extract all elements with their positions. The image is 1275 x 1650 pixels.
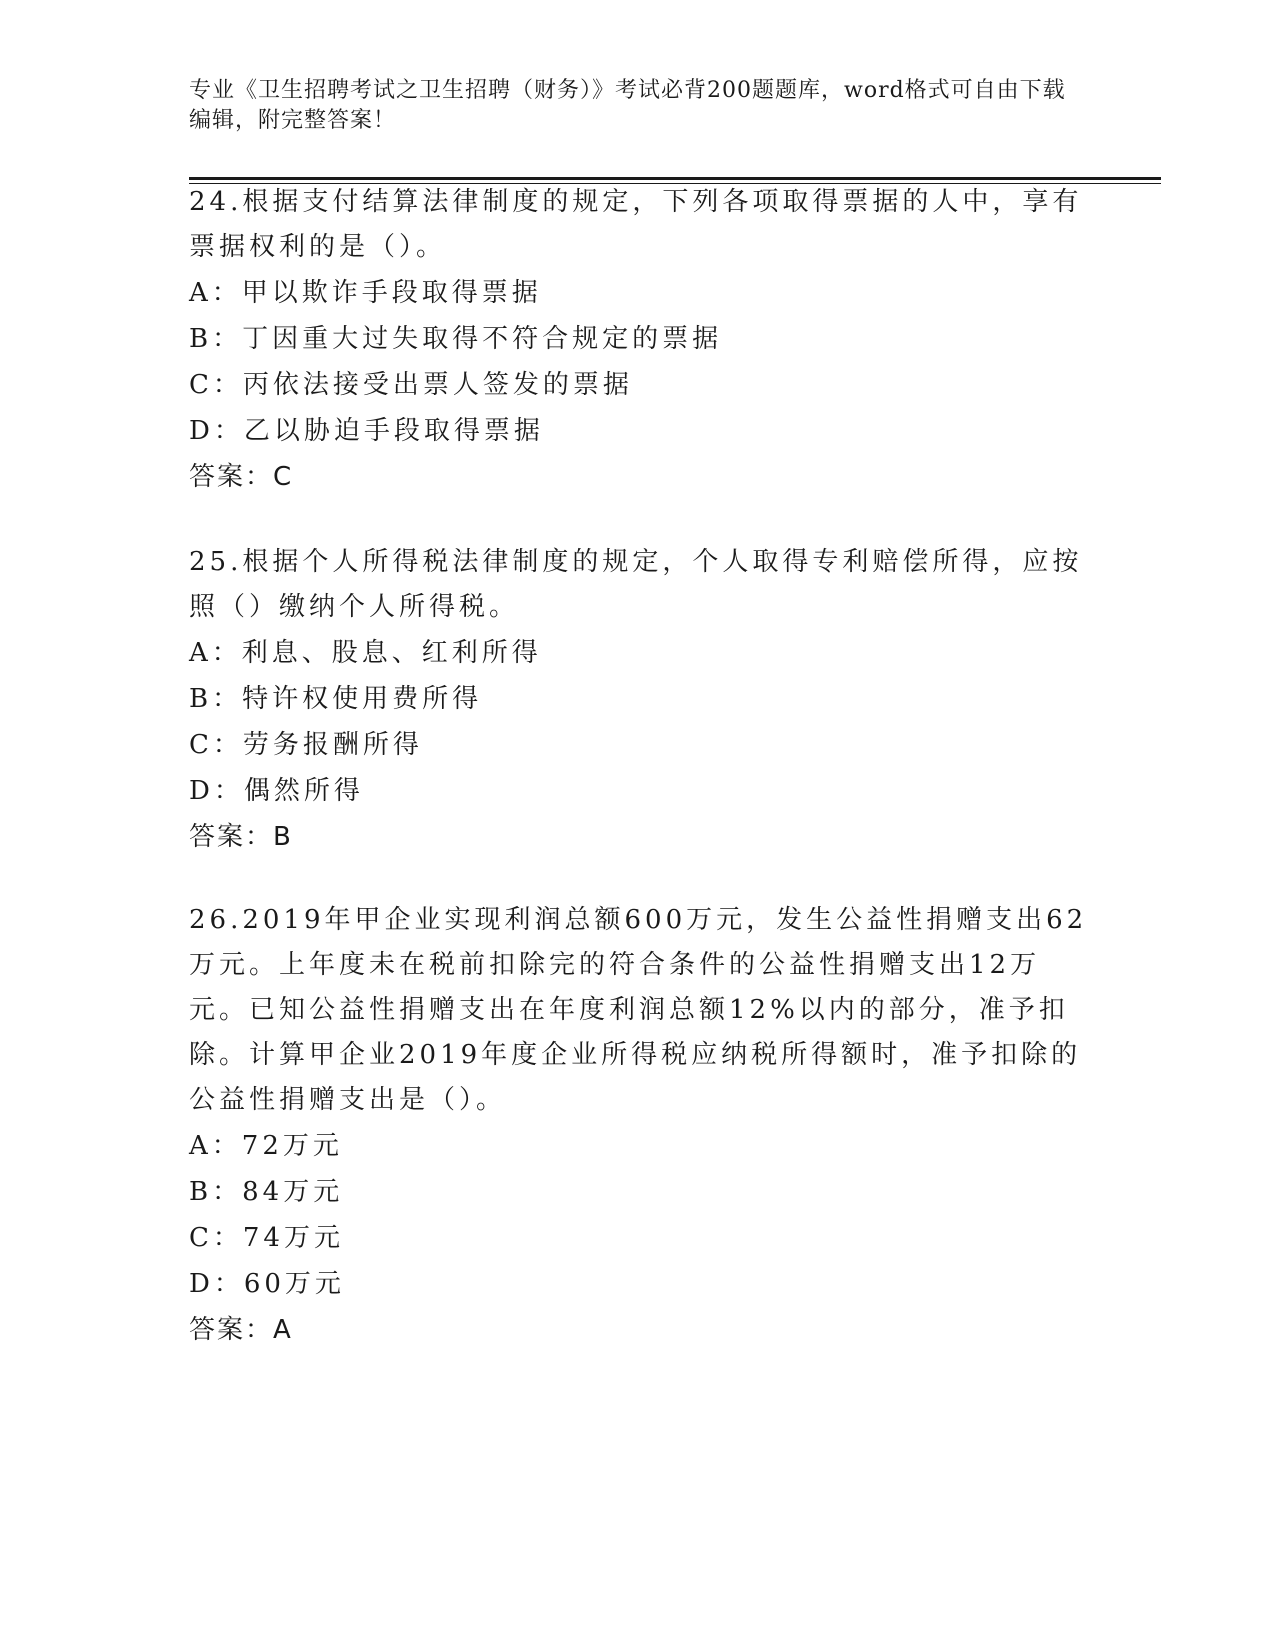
option-c: C：丙依法接受出票人签发的票据	[189, 370, 633, 400]
option-c: C：劳务报酬所得	[189, 730, 423, 760]
option-b: B：84万元	[189, 1177, 344, 1207]
question-stem: 26.2019年甲企业实现利润总额600万元，发生公益性捐赠支出62万元。上年度未在税前扣除完的符合条件的公益性捐赠支出12万元。已知公益性捐赠支出在年度利润总额12%以内的部分，准予扣除。计算甲企业2019年度企业所得税应纳税所得额时，准予扣除的公益性捐赠支出是（）。	[189, 905, 1088, 1115]
question-stem: 25.根据个人所得税法律制度的规定，个人取得专利赔偿所得，应按照（）缴纳个人所得税。	[189, 547, 1083, 622]
option-c: C：74万元	[189, 1223, 344, 1253]
document-intro: 专业《卫生招聘考试之卫生招聘（财务）》考试必背200题题库，word格式可自由下载编辑，附完整答案！	[189, 78, 1066, 133]
question-24	[189, 180, 1089, 500]
option-a: A：72万元	[189, 1131, 343, 1161]
option-d: D：偶然所得	[189, 776, 364, 806]
question-stem: 24.根据支付结算法律制度的规定，下列各项取得票据的人中，享有票据权利的是（）。	[189, 187, 1083, 262]
option-d: D：乙以胁迫手段取得票据	[189, 416, 544, 446]
question-26	[189, 898, 1089, 1353]
option-a: A：甲以欺诈手段取得票据	[189, 278, 542, 308]
answer-line: 答案：B	[189, 822, 293, 852]
option-a: A：利息、股息、红利所得	[189, 638, 542, 668]
option-b: B：丁因重大过失取得不符合规定的票据	[189, 324, 723, 354]
question-25	[189, 540, 1089, 860]
answer-line: 答案：A	[189, 1315, 293, 1345]
option-d: D：60万元	[189, 1269, 345, 1299]
option-b: B：特许权使用费所得	[189, 684, 483, 714]
answer-line: 答案：C	[189, 462, 294, 492]
